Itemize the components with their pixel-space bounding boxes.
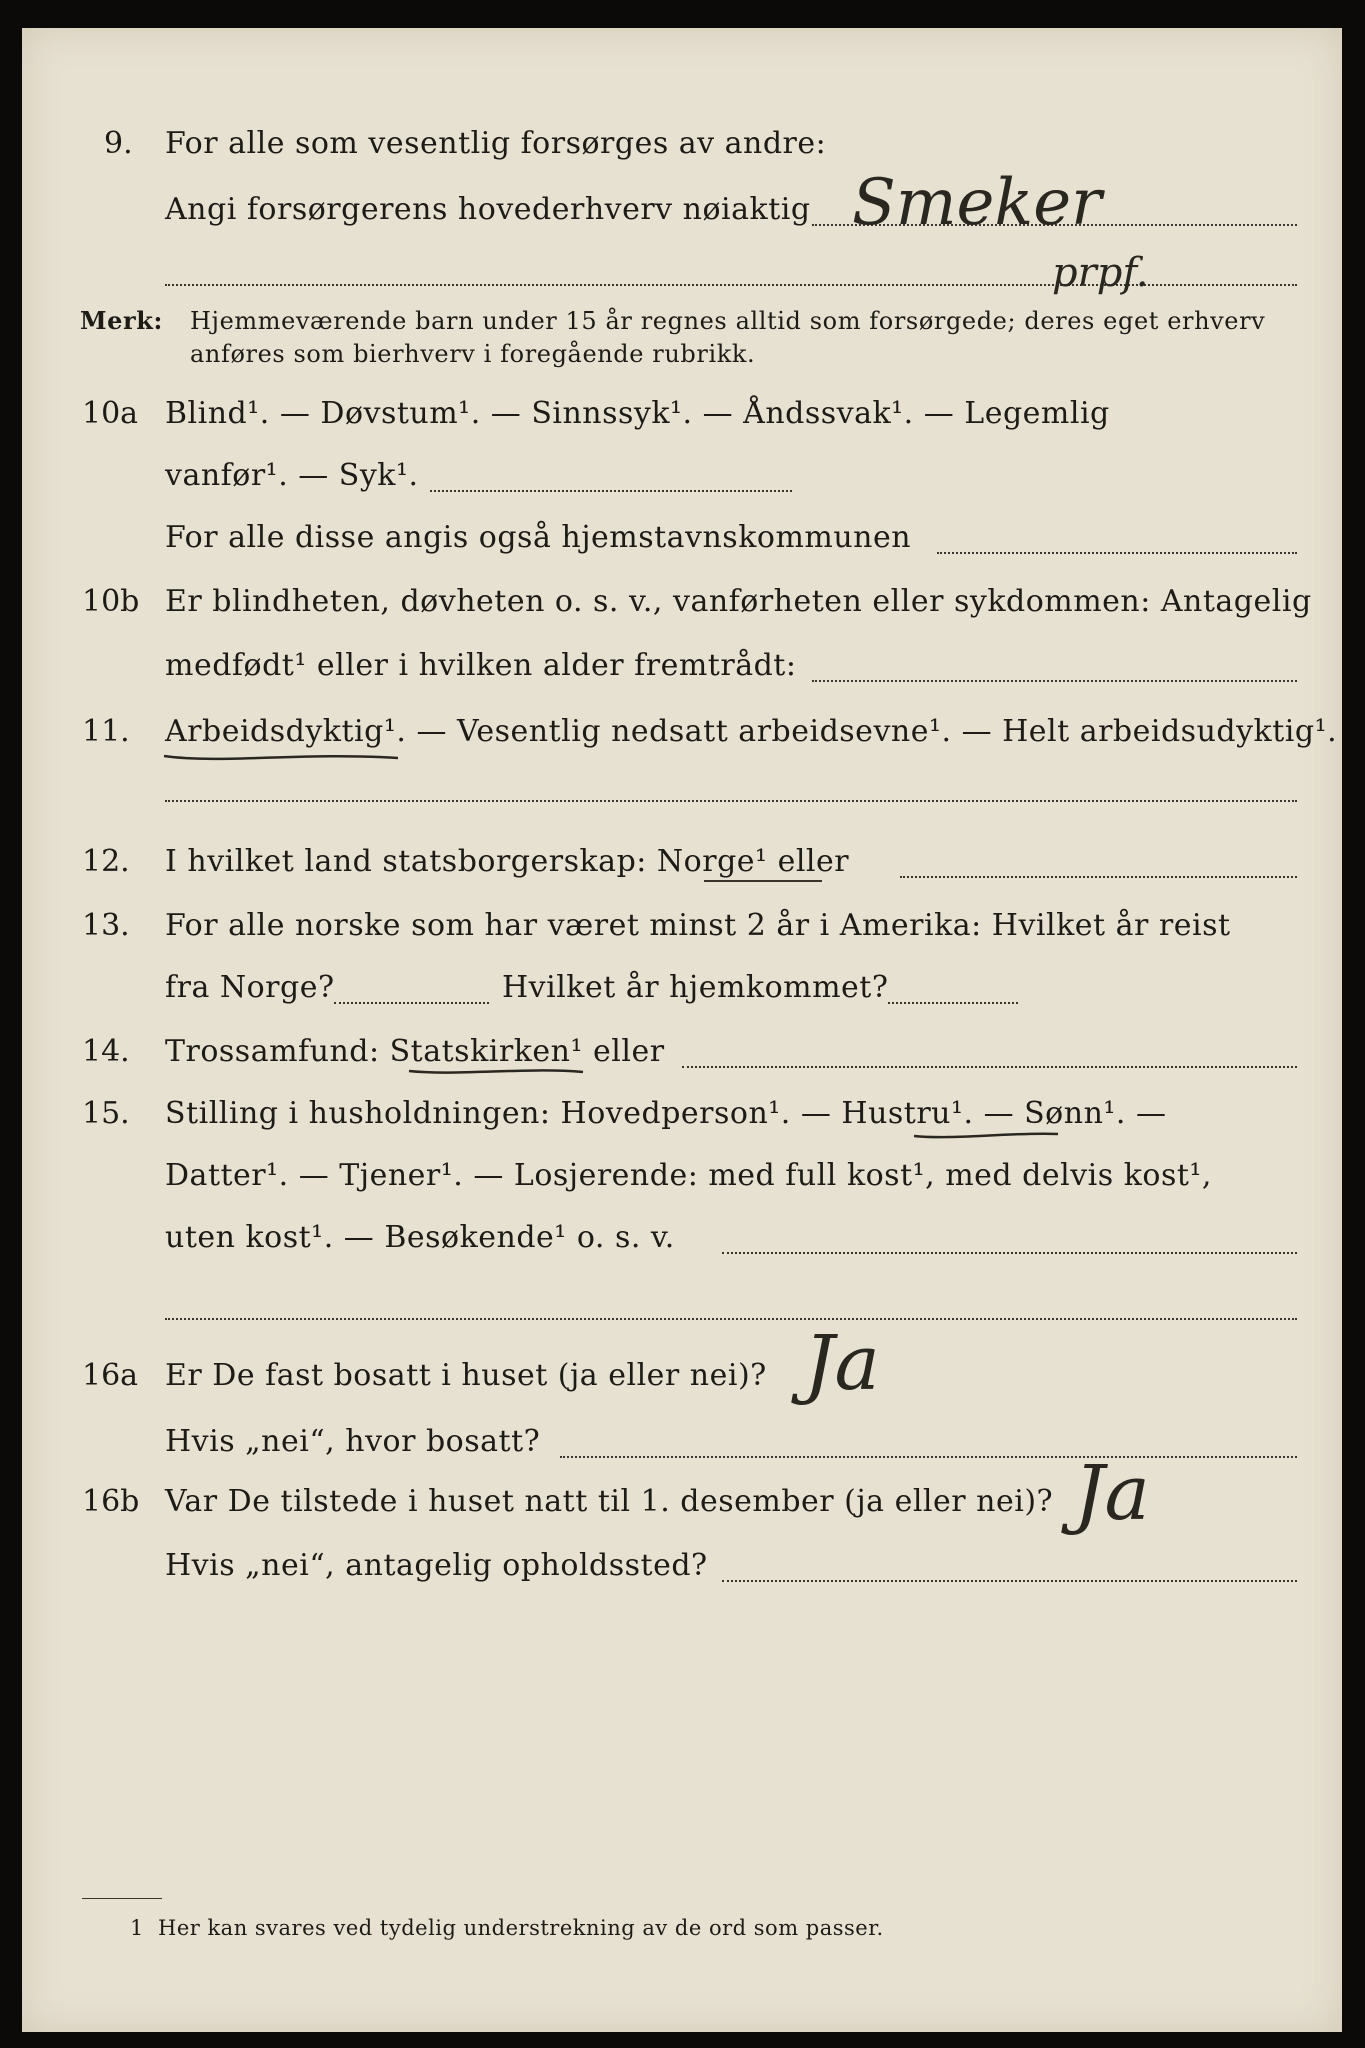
- q10b-number: 10b: [82, 584, 140, 619]
- q14-question: Trossamfund: Statskirken¹ eller: [165, 1034, 665, 1069]
- q10a-question-line3: For alle disse angis også hjemstavnskommunen: [165, 520, 912, 555]
- q12-handwritten-underline: [704, 880, 822, 882]
- q16b-question-line2: Hvis „nei“, antagelig opholdssted?: [165, 1548, 708, 1583]
- q10b-question: Er blindheten, døvheten o. s. v., vanførheten eller sykdommen: Antagelig: [165, 584, 1312, 619]
- q14-handwritten-underline: [407, 1064, 587, 1078]
- q10a-question-line2: vanfør¹. — Syk¹.: [165, 458, 419, 493]
- merk-label: Merk:: [80, 306, 163, 335]
- q9-question: For alle som vesentlig forsørges av andre:: [165, 126, 827, 161]
- q11-answer-line: [165, 800, 1297, 802]
- q16a-number: 16a: [82, 1358, 139, 1393]
- census-form-page: [22, 28, 1342, 2032]
- q11-handwritten-underline: [162, 746, 402, 766]
- q13-departure-line: [334, 1002, 489, 1004]
- q12-answer-line: [900, 876, 1297, 878]
- q10a-hometown-line: [937, 552, 1297, 554]
- q9-handwritten-answer: Smeker: [852, 166, 1102, 240]
- q10a-number: 10a: [82, 396, 139, 431]
- q10a-question: Blind¹. — Døvstum¹. — Sinnssyk¹. — Åndssvak¹. — Legemlig: [165, 396, 1110, 431]
- q9-question-line2: Angi forsørgerens hovederhverv nøiaktig: [165, 192, 811, 227]
- q13-question-line2b: Hvilket år hjemkommet?: [502, 970, 889, 1005]
- q9-number: 9.: [104, 126, 133, 161]
- q16a-handwritten-answer: Ja: [804, 1318, 880, 1407]
- q13-number: 13.: [82, 908, 130, 943]
- q15-number: 15.: [82, 1096, 130, 1131]
- merk-note: Hjemmeværende barn under 15 år regnes alltid som forsørgede; deres eget erhverv: [190, 307, 1266, 335]
- q13-question: For alle norske som har været minst 2 år i Amerika: Hvilket år reist: [165, 908, 1231, 943]
- q16b-question: Var De tilstede i huset natt til 1. desember (ja eller nei)?: [165, 1484, 1054, 1519]
- merk-note-line2: anføres som bierhverv i foregående rubrikk.: [190, 340, 756, 368]
- q9-handwritten-answer-2: prpf.: [1052, 250, 1149, 296]
- q16a-question-line2: Hvis „nei“, hvor bosatt?: [165, 1424, 541, 1459]
- footnote-rule: [82, 1898, 162, 1899]
- q12-number: 12.: [82, 844, 130, 879]
- q15-question-line2: Datter¹. — Tjener¹. — Losjerende: med full kost¹, med delvis kost¹,: [165, 1158, 1212, 1193]
- q15-handwritten-underline: [912, 1128, 1062, 1144]
- q16a-residence-line: [560, 1456, 1297, 1458]
- q11-number: 11.: [82, 714, 130, 749]
- q15-answer-line: [722, 1252, 1297, 1254]
- q14-answer-line: [682, 1066, 1297, 1068]
- q16b-number: 16b: [82, 1484, 140, 1519]
- q16b-whereabouts-line: [722, 1580, 1297, 1582]
- footnote-text: Her kan svares ved tydelig understrekning av de ord som passer.: [158, 1916, 884, 1940]
- q16a-question: Er De fast bosatt i huset (ja eller nei)?: [165, 1358, 767, 1393]
- q10b-question-line2: medfødt¹ eller i hvilken alder fremtrådt:: [165, 648, 797, 683]
- q11-question: Arbeidsdyktig¹. — Vesentlig nedsatt arbeidsevne¹. — Helt arbeidsudyktig¹.: [165, 714, 1338, 749]
- q14-number: 14.: [82, 1034, 130, 1069]
- footnote-mark: 1: [130, 1916, 144, 1940]
- q10a-answer-line: [430, 490, 792, 492]
- q10b-answer-line: [812, 680, 1297, 682]
- q13-question-line2a: fra Norge?: [165, 970, 335, 1005]
- q13-return-line: [888, 1002, 1018, 1004]
- q12-question: I hvilket land statsborgerskap: Norge¹ eller: [165, 844, 850, 879]
- q15-question-line3: uten kost¹. — Besøkende¹ o. s. v.: [165, 1220, 675, 1255]
- q15-answer-line-2: [165, 1318, 1297, 1320]
- q15-question: Stilling i husholdningen: Hovedperson¹. — Hustru¹. — Sønn¹. —: [165, 1096, 1167, 1131]
- q16b-handwritten-answer: Ja: [1074, 1448, 1150, 1537]
